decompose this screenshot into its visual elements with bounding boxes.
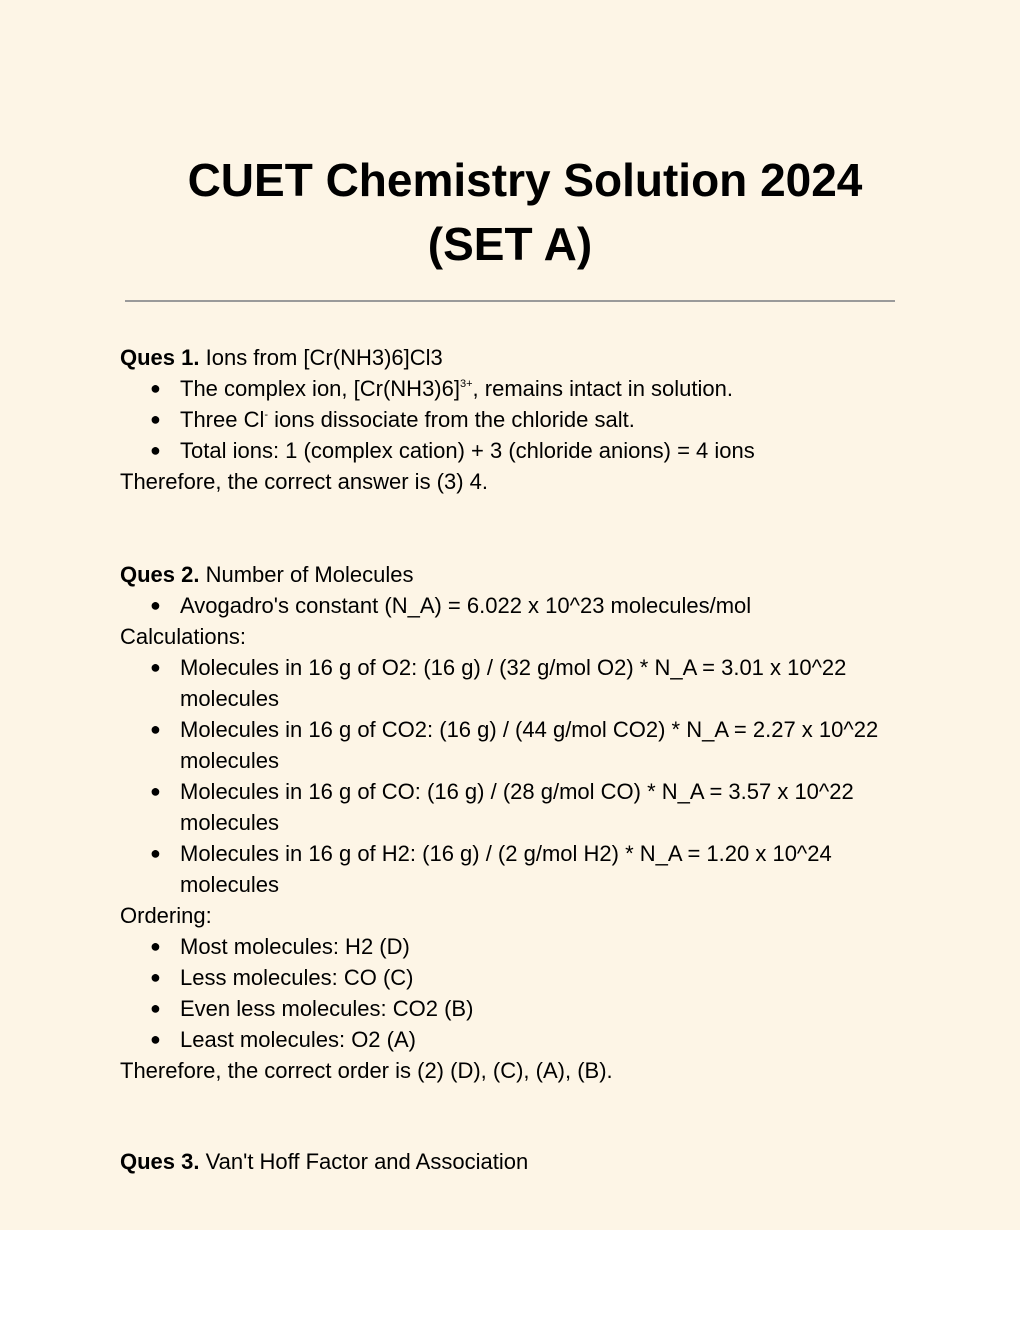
list-item: ● Less molecules: CO (C) (120, 962, 910, 993)
list-item: ● Molecules in 16 g of H2: (16 g) / (2 g/mol H2) * N_A = 1.20 x 10^24 molecules (120, 838, 910, 900)
bullet-text: , remains intact in solution. (472, 376, 733, 401)
list-item: ● Total ions: 1 (complex cation) + 3 (chloride anions) = 4 ions (120, 435, 910, 466)
question-1-title: Ions from [Cr(NH3)6]Cl3 (205, 345, 443, 370)
question-3 (120, 1146, 910, 1177)
question-3-heading (120, 1146, 910, 1177)
question-1-heading (120, 342, 910, 373)
bullet-text: ions dissociate from the chloride salt. (268, 407, 635, 432)
page-title (120, 148, 900, 276)
question-2-label: Ques 2. (120, 562, 200, 587)
spacer (120, 1086, 910, 1146)
list-item (120, 373, 910, 404)
list-item: ● Avogadro's constant (N_A) = 6.022 x 10^23 molecules/mol (120, 590, 910, 621)
list-item: ● Molecules in 16 g of CO2: (16 g) / (44 g/mol CO2) * N_A = 2.27 x 10^22 molecules (120, 714, 910, 776)
question-2-title: Number of Molecules (205, 562, 414, 587)
title-line-1: CUET Chemistry Solution 2024 (187, 154, 863, 206)
bullet-text: Three Cl (180, 407, 265, 432)
ordering-label: Ordering: (120, 903, 212, 928)
calculations-list (120, 652, 910, 900)
list-item: ● Molecules in 16 g of CO: (16 g) / (28 g/mol CO) * N_A = 3.57 x 10^22 molecules (120, 776, 910, 838)
bullet-text: The complex ion, [Cr(NH3)6] (180, 376, 460, 401)
question-1-bullets (120, 373, 910, 466)
question-2-heading (120, 559, 910, 590)
question-2-conclusion: Therefore, the correct order is (2) (D), (C), (A), (B). (120, 1058, 613, 1083)
list-item (120, 404, 910, 435)
question-3-title: Van't Hoff Factor and Association (205, 1149, 529, 1174)
spacer (120, 497, 910, 559)
calculations-label: Calculations: (120, 624, 246, 649)
list-item: ● Least molecules: O2 (A) (120, 1024, 910, 1055)
ordering-list (120, 931, 910, 1055)
list-item: ● Even less molecules: CO2 (B) (120, 993, 910, 1024)
question-1-label: Ques 1. (120, 345, 200, 370)
list-item: ● Molecules in 16 g of O2: (16 g) / (32 g/mol O2) * N_A = 3.01 x 10^22 molecules (120, 652, 910, 714)
document-body (120, 342, 910, 1177)
question-2 (120, 559, 910, 1086)
superscript: 3+ (459, 378, 473, 390)
question-1-conclusion: Therefore, the correct answer is (3) 4. (120, 469, 489, 494)
question-2-constant-list (120, 590, 910, 621)
title-line-2: (SET A) (427, 218, 593, 270)
question-1 (120, 342, 910, 497)
list-item: ● Most molecules: H2 (D) (120, 931, 910, 962)
horizontal-divider (125, 300, 895, 302)
superscript: - (264, 409, 269, 421)
question-3-label: Ques 3. (120, 1149, 200, 1174)
